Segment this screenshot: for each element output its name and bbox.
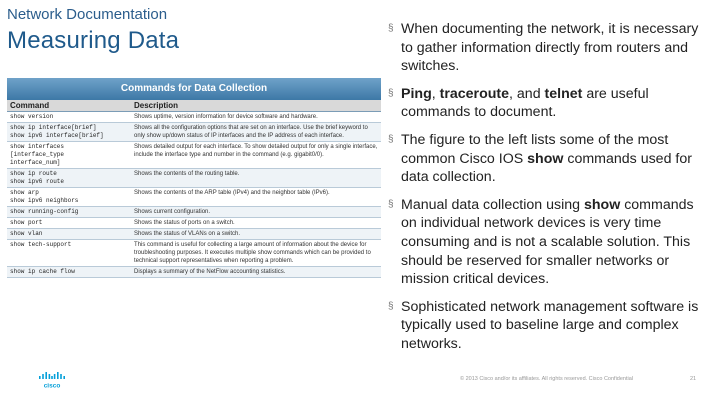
bullet-item (388, 131, 706, 187)
bullet-item (388, 298, 706, 354)
bullet-text: , and (509, 85, 545, 102)
table-row (7, 142, 381, 169)
logo-text: cisco (43, 382, 61, 389)
table-row (7, 218, 381, 229)
description-cell: Shows the contents of the ARP table (IPv4) and the neighbor table (IPv6). (131, 188, 381, 207)
commands-figure (7, 78, 381, 318)
table-row (7, 207, 381, 218)
keyword-show: show (583, 196, 621, 213)
bullet-item (388, 85, 706, 122)
bullet-text: , (431, 85, 440, 102)
table-row (7, 188, 381, 207)
bullet-item (388, 196, 706, 289)
commands-table (7, 100, 381, 278)
bullet-text: Manual data collection using (401, 196, 584, 213)
cisco-logo-icon (38, 371, 66, 389)
bullet-marker-icon: § (388, 87, 394, 99)
table-row (7, 267, 381, 278)
description-cell: This command is useful for collecting a large amount of information about the device for troubleshooting purposes. It executes multiple show commands which can be provided to technical support representatives when reporting a problem. (131, 240, 381, 267)
column-header-description: Description (131, 100, 381, 112)
keyword-ping: Ping (401, 85, 432, 102)
table-row (7, 112, 381, 123)
description-cell: Shows the status of ports on a switch. (131, 218, 381, 229)
command-cell: show version (7, 112, 131, 123)
keyword-traceroute: traceroute (439, 85, 510, 102)
table-header-row (7, 100, 381, 112)
description-cell: Shows all the configuration options that are set on an interface. Use the brief keyword to only show up/down status of IP interfaces and the IP address of each interface. (131, 123, 381, 142)
command-cell: show ip route show ipv6 route (7, 169, 131, 188)
command-cell: show running-config (7, 207, 131, 218)
command-cell: show interfaces [interface_type interface_num] (7, 142, 131, 169)
table-row (7, 123, 381, 142)
copyright-footer: © 2013 Cisco and/or its affiliates. All rights reserved. Cisco Confidential (460, 376, 634, 382)
slide-title: Measuring Data (7, 27, 180, 54)
bullet-text: commands used for data collection. (401, 150, 692, 186)
description-cell: Shows the status of VLANs on a switch. (131, 229, 381, 240)
bullet-text: Sophisticated network management software is typically used to baseline large and complex networks. (401, 298, 699, 352)
table-row (7, 240, 381, 267)
command-cell: show port (7, 218, 131, 229)
column-header-command: Command (7, 100, 131, 112)
command-cell: show arp show ipv6 neighbors (7, 188, 131, 207)
table-row (7, 169, 381, 188)
page-number: 21 (690, 376, 697, 382)
description-cell: Displays a summary of the NetFlow accounting statistics. (131, 267, 381, 278)
keyword-telnet: telnet (544, 85, 583, 102)
section-label: Network Documentation (7, 6, 168, 23)
description-cell: Shows the contents of the routing table. (131, 169, 381, 188)
bullet-text: are useful commands to document. (401, 85, 649, 121)
description-cell: Shows current configuration. (131, 207, 381, 218)
bullet-text: When documenting the network, it is necessary to gather information directly from routers and switches. (401, 21, 699, 75)
command-cell: show vlan (7, 229, 131, 240)
bullet-text: The figure to the left lists some of the most common Cisco IOS (401, 131, 669, 167)
description-cell: Shows detailed output for each interface. To show detailed output for only a single interface, include the interface type and number in the command (e.g. gigabit0/0). (131, 142, 381, 169)
bullet-marker-icon: § (388, 23, 394, 34)
description-cell: Shows uptime, version information for device software and hardware. (131, 112, 381, 123)
figure-title: Commands for Data Collection (7, 78, 381, 100)
command-cell: show tech-support (7, 240, 131, 267)
bullet-item (388, 20, 706, 76)
bullet-marker-icon: § (388, 198, 394, 210)
table-row (7, 229, 381, 240)
bullet-list (388, 20, 706, 363)
command-cell: show ip interface[brief] show ipv6 interface[brief] (7, 123, 131, 142)
bullet-marker-icon: § (388, 300, 394, 312)
bullet-marker-icon: § (388, 133, 394, 145)
bullet-text: commands on individual network devices is very time consuming and is not a scalable solution. This should be reserved for smaller networks or mission critical devices. (401, 196, 694, 288)
command-cell: show ip cache flow (7, 267, 131, 278)
keyword-show: show (527, 150, 564, 167)
